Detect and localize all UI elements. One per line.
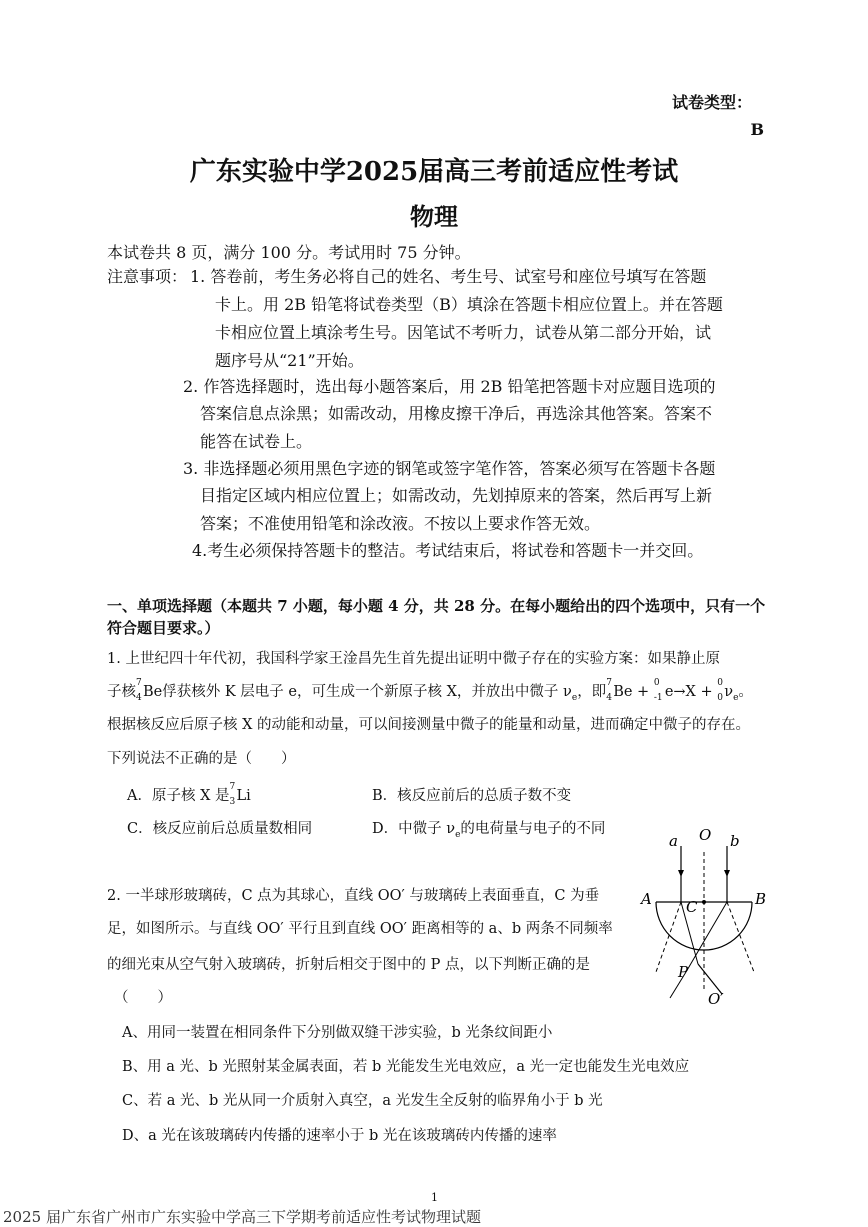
li-nuclide (229, 782, 251, 807)
q1-option-d-text: D．中微子 ν (372, 821, 456, 837)
notice-item-2-line-2: 答案信息点涂黑；如需改动，用橡皮擦干净后，再选涂其他答案。答案不 (200, 404, 713, 423)
notice-item-1-line-3: 卡相应位置上填涂考生号。因笔试不考听力，试卷从第二部分开始，试 (215, 323, 712, 342)
center-point-c (702, 900, 706, 904)
be-mass-eq: 7 (606, 678, 612, 688)
li-symbol: Li (236, 788, 251, 804)
eq-plus: + (632, 684, 654, 700)
q1-option-a (127, 784, 251, 805)
be-symbol: Be (143, 684, 163, 700)
section-1-heading-line-2: 符合题目要求。） (107, 619, 220, 637)
be-charge: 4 (136, 693, 142, 703)
hemisphere-figure (636, 822, 776, 1012)
q2-option-d: D、a 光在该玻璃砖内传播的速率小于 b 光在该玻璃砖内传播的速率 (122, 1128, 557, 1144)
page-number: 1 (431, 1191, 438, 1204)
be-charge-eq: 4 (606, 693, 612, 703)
q1-option-d-sub: e (455, 829, 461, 840)
li-charge: 3 (229, 797, 236, 807)
q1-option-b: B．核反应前后的总质子数不变 (372, 788, 572, 804)
nu-mass: 0 (717, 678, 723, 688)
q1-line-4: 下列说法不正确的是（ ） (107, 751, 296, 767)
e-charge: -1 (653, 693, 663, 703)
q1-text: 子核 (107, 684, 136, 700)
label-C: C (686, 898, 698, 916)
nu-symbol: ν (724, 684, 734, 700)
footer-watermark: 2025 届广东省广州市广东实验中学高三下学期考前适应性考试物理试题 (3, 1208, 481, 1226)
label-O-prime: O′ (708, 990, 724, 1008)
notice-item-2-line-3: 能答在试卷上。 (200, 432, 313, 451)
notice-item-4: 4.考生必须保持答题卡的整洁。考试结束后，将试卷和答题卡一并交回。 (192, 541, 704, 560)
e-mass: 0 (653, 678, 660, 688)
ray-b-arrow (724, 870, 730, 877)
intro-line: 本试卷共 8 页，满分 100 分。考试用时 75 分钟。 (107, 243, 471, 262)
q1-line-3: 根据核反应后原子核 X 的动能和动量，可以间接测量中微子的能量和动量，进而确定中微子的存在。 (107, 717, 751, 733)
notice-item-1-line-4: 题序号从“21”开始。 (215, 351, 364, 370)
notice-label: 注意事项： (107, 267, 188, 286)
exam-type-label: 试卷类型： (671, 93, 752, 112)
notice-item-1-line-2: 卡上。用 2B 铅笔将试卷类型（B）填涂在答题卡相应位置上。并在答题 (215, 295, 723, 314)
q1-text-3: ，即 (577, 684, 607, 700)
exam-type-value: B (750, 120, 764, 139)
q1-option-d (372, 817, 605, 840)
section-1-heading-line-1: 一、单项选择题（本题共 7 小题，每小题 4 分，共 28 分。在每小题给出的四个选项中，只有一个 (107, 597, 766, 615)
eq-arrow: →X + (673, 684, 718, 700)
be-mass: 7 (136, 678, 142, 688)
eq-end: 。 (738, 684, 753, 700)
electron-nuclide (653, 678, 674, 703)
q1-text-2: 俘获核外 K 层电子 e，可生成一个新原子核 X，并放出中微子 ν (162, 684, 572, 700)
label-a: a (669, 832, 678, 850)
notice-item-3-line-1: 3. 非选择题必须用黑色字迹的钢笔或签字笔作答，答案必须写在答题卡各题 (183, 459, 716, 478)
e-symbol: e (664, 684, 674, 700)
q2-option-b: B、用 a 光、b 光照射某金属表面，若 b 光能发生光电效应，a 光一定也能发生光电效应 (122, 1059, 690, 1075)
label-o: O (699, 826, 712, 844)
be-symbol-eq: Be (613, 684, 633, 700)
be-nuclide (136, 678, 163, 703)
q1-option-d-text-2: 的电荷量与电子的不同 (460, 821, 606, 837)
notice-item-1-line-1: 1. 答卷前，考生务必将自己的姓名、考生号、试室号和座位号填写在答题 (190, 267, 707, 286)
be-nuclide-eq (606, 678, 633, 703)
exam-subject: 物理 (410, 202, 458, 231)
q2-option-a: A、用同一装置在相同条件下分别做双缝干涉实验，b 光条纹间距小 (122, 1025, 553, 1041)
q1-option-a-text: A．原子核 X 是 (127, 788, 230, 804)
notice-item-3-line-3: 答案；不准使用铅笔和涂改液。不按以上要求作答无效。 (200, 514, 601, 533)
ray-a-arrow (678, 870, 684, 877)
q2-line-4: （ ） (114, 990, 172, 1006)
label-B: B (755, 890, 767, 908)
dash-right (727, 902, 754, 972)
q2-option-c: C、若 a 光、b 光从同一介质射入真空，a 光发生全反射的临界角小于 b 光 (122, 1093, 603, 1109)
exam-title: 广东实验中学2025届高三考前适应性考试 (189, 157, 679, 187)
dash-left (656, 902, 681, 972)
q1-line-2 (107, 680, 753, 703)
q2-line-3: 的细光束从空气射入玻璃砖，折射后相交于图中的 P 点，以下判断正确的是 (107, 957, 590, 973)
label-P: P (678, 963, 689, 981)
label-A: A (641, 890, 652, 908)
li-mass: 7 (229, 782, 236, 792)
q1-line-1: 1. 上世纪四十年代初，我国科学家王淦昌先生首先提出证明中微子存在的实验方案：如果静止原 (107, 651, 720, 667)
label-b: b (730, 832, 740, 850)
q2-line-2: 足，如图所示。与直线 OO′ 平行且到直线 OO′ 距离相等的 a、b 两条不同频率 (107, 921, 613, 937)
nu-sub: e (571, 692, 578, 703)
nu-charge: 0 (717, 693, 723, 703)
q2-line-1: 2. 一半球形玻璃砖，C 点为其球心，直线 OO′ 与玻璃砖上表面垂直，C 为垂 (107, 888, 600, 904)
notice-item-3-line-2: 目指定区域内相应位置上；如需改动，先划掉原来的答案，然后再写上新 (200, 486, 713, 505)
nu-sub-eq: e (733, 692, 739, 703)
q1-option-c: C．核反应前后总质量数相同 (127, 821, 313, 837)
nu-nuclide (717, 678, 734, 703)
notice-item-2-line-1: 2. 作答选择题时，选出每小题答案后，用 2B 铅笔把答题卡对应题目选项的 (183, 377, 716, 396)
